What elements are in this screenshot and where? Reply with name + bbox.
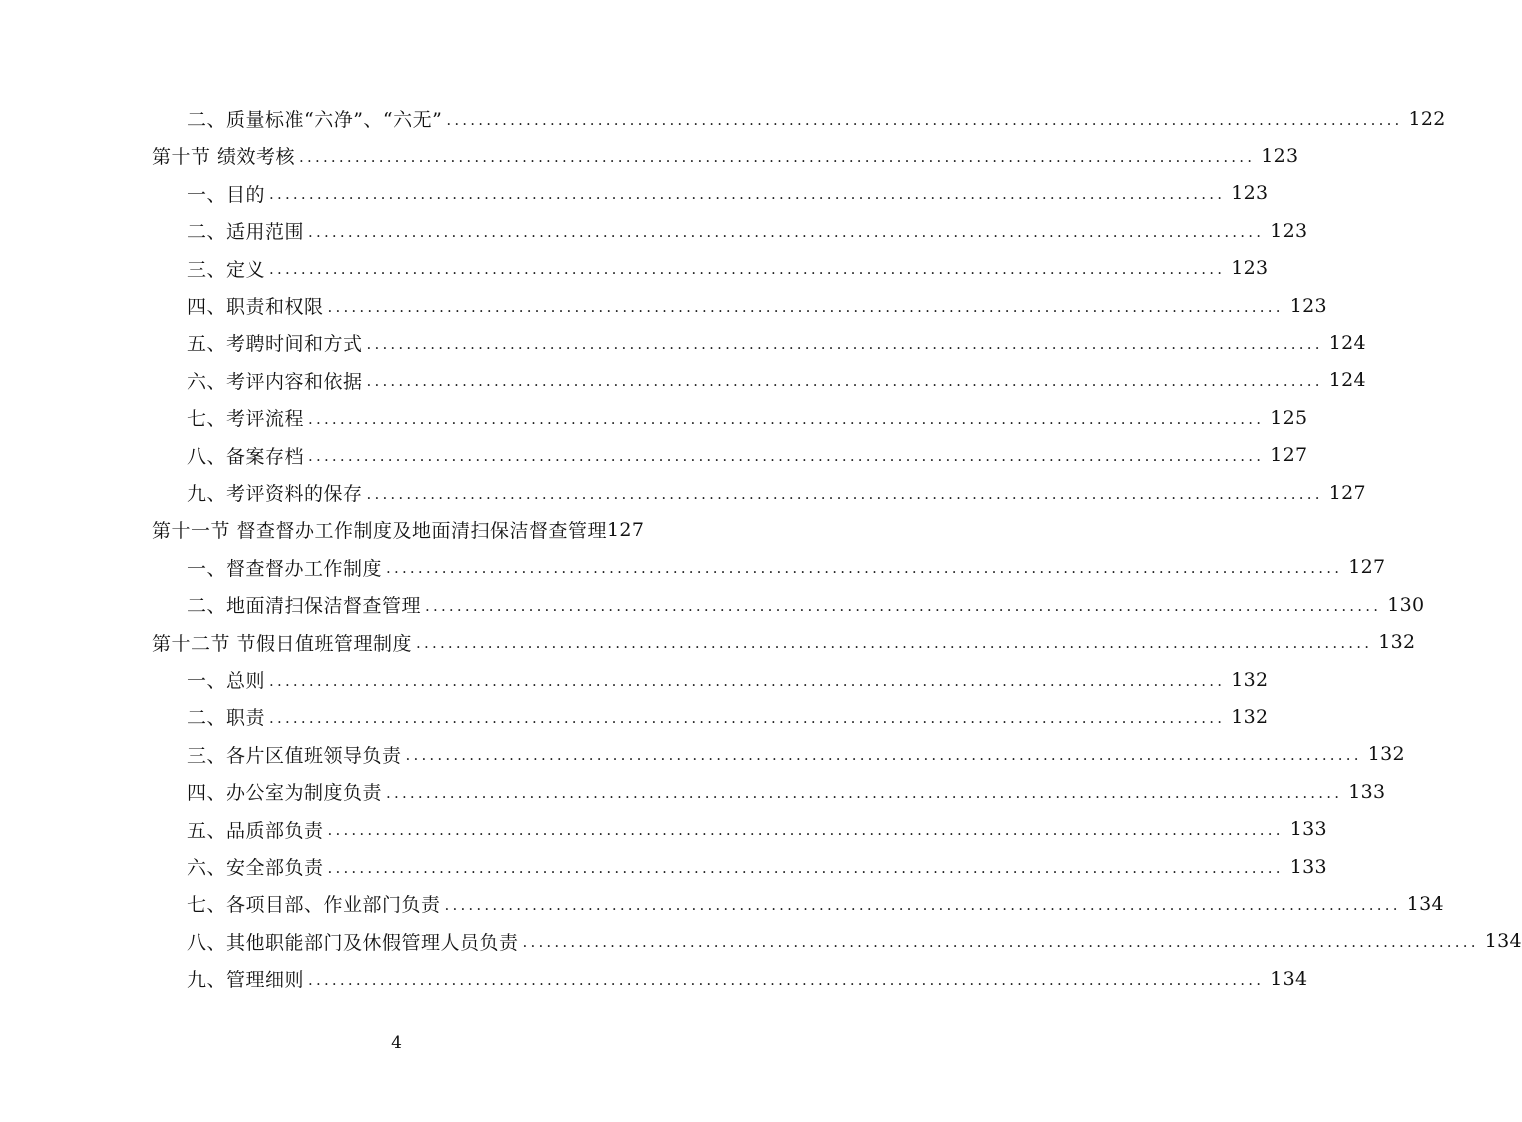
toc-dot-leader: ........................................................................................................................ [446,110,1403,129]
toc-entry-title: 九、管理细则 [187,969,305,992]
toc-section-entry[interactable] [152,137,1299,174]
toc-entry-title: 八、备案存档 [187,445,305,468]
toc-entry-title: 一、总则 [187,670,266,692]
toc-entry-page: 127 [1328,481,1366,504]
toc-dot-leader: ........................................................................................................................ [308,447,1265,466]
page-number: 4 [391,1033,402,1053]
toc-entry-title: 二、地面清扫保洁督查管理 [187,595,422,618]
toc-entry-page: 122 [1408,107,1446,130]
toc-entry-page: 132 [1231,668,1269,691]
toc-entry-title: 八、其他职能部门及休假管理人员负责 [187,931,519,954]
toc-entry-page: 123 [1270,219,1308,242]
toc-entry-page: 124 [1328,331,1366,354]
toc-dot-leader: ........................................................................................................................ [308,970,1265,989]
toc-item-entry[interactable] [187,661,1269,698]
toc-item-entry[interactable] [187,399,1308,436]
toc-dot-leader: ........................................................................................................................ [308,409,1265,428]
toc-dot-leader: ........................................................................................................................ [299,147,1256,166]
toc-item-entry[interactable] [187,212,1308,249]
toc-entry-page: 134 [1406,892,1444,915]
toc-dot-leader: ........................................................................................................................ [366,484,1323,503]
toc-dot-leader: ........................................................................................................................ [366,334,1323,353]
toc-entry-page: 134 [1270,967,1308,990]
toc-item-entry[interactable] [187,736,1405,773]
toc-entry-title: 二、适用范围 [187,221,305,244]
toc-entry-page: 132 [1367,743,1405,766]
toc-entry-page: 133 [1348,780,1386,803]
toc-entry-title: 九、考评资料的保存 [187,483,363,505]
toc-entry-title: 六、考评内容和依据 [187,370,363,393]
toc-entry-page: 123 [1231,182,1269,205]
toc-dot-leader: ........................................................................................................................ [405,746,1362,765]
toc-item-entry[interactable] [187,549,1386,586]
toc-entry-title: 三、定义 [187,258,266,281]
toc-entry-page: 133 [1289,818,1327,841]
toc-item-entry[interactable] [187,586,1425,623]
toc-item-entry[interactable] [187,960,1308,997]
toc-item-entry[interactable] [187,923,1522,960]
toc-entry-title: 七、考评流程 [187,408,305,431]
toc-item-entry[interactable] [187,848,1327,885]
toc-entry-title: 四、职责和权限 [187,296,324,318]
toc-entry-title: 六、安全部负责 [187,857,324,879]
toc-item-entry[interactable] [187,250,1269,287]
toc-item-entry[interactable] [187,100,1446,137]
toc-item-entry[interactable] [187,811,1327,848]
toc-entry-title: 五、品质部负责 [187,819,324,842]
toc-entry-page: 130 [1387,593,1425,616]
toc-item-entry[interactable] [187,362,1366,399]
toc-entry-title: 第十一节 督查督办工作制度及地面清扫保洁督查管理 [152,520,608,543]
toc-entry-title: 二、质量标准“六净”、“六无” [187,109,443,131]
toc-dot-leader: ........................................................................................................................ [522,933,1479,952]
toc-item-entry[interactable] [187,698,1269,735]
toc-dot-leader: ........................................................................................................................ [386,559,1343,578]
toc-entry-title: 一、督查督办工作制度 [187,557,383,580]
toc-dot-leader: ........................................................................................................................ [416,634,1373,653]
toc-entry-page: 127 [1270,444,1308,467]
toc-entry-page: 127 [1348,556,1386,579]
toc-dot-leader: ........................................................................................................................ [327,858,1284,877]
toc-dot-leader: ........................................................................................................................ [269,185,1226,204]
toc-entry-title: 五、考聘时间和方式 [187,333,363,356]
toc-dot-leader: ........................................................................................................................ [425,596,1382,615]
toc-dot-leader: ........................................................................................................................ [327,297,1284,316]
toc-entry-title: 四、办公室为制度负责 [187,782,383,805]
toc-dot-leader: ........................................................................................................................ [269,260,1226,279]
toc-entry-title: 第十节 绩效考核 [152,146,296,169]
toc-item-entry[interactable] [187,885,1444,922]
toc-section-entry[interactable] [152,511,676,548]
toc-entry-page: 123 [1289,294,1327,317]
toc-entry-title: 二、职责 [187,707,266,730]
toc-entry-title: 一、目的 [187,183,266,206]
toc-entry-page: 127 [607,518,645,541]
toc-dot-leader: ........................................................................................................................ [386,783,1343,802]
toc-section-entry[interactable] [152,624,1416,661]
toc-entry-title: 七、各项目部、作业部门负责 [187,894,441,917]
toc-dot-leader: ........................................................................................................................ [366,372,1323,391]
toc-dot-leader: ........................................................................................................................ [308,222,1265,241]
toc-dot-leader: ........................................................................................................................ [444,895,1401,914]
toc-entry-page: 132 [1231,705,1269,728]
toc-entry-title: 三、各片区值班领导负责 [187,744,402,767]
toc-entry-page: 133 [1289,855,1327,878]
toc-item-entry[interactable] [187,175,1269,212]
toc-entry-page: 124 [1328,369,1366,392]
toc-entry-title: 第十二节 节假日值班管理制度 [152,632,413,655]
toc-item-entry[interactable] [187,287,1327,324]
toc-entry-page: 123 [1261,144,1299,167]
toc-item-entry[interactable] [187,474,1366,511]
toc-dot-leader: ........................................................................................................................ [269,671,1226,690]
toc-item-entry[interactable] [187,437,1308,474]
toc-entry-page: 134 [1484,930,1522,953]
toc-entry-page: 123 [1231,257,1269,280]
toc-dot-leader: ........................................................................................................................ [327,821,1284,840]
toc-item-entry[interactable] [187,773,1386,810]
toc-entry-page: 132 [1378,631,1416,654]
toc-entry-page: 125 [1270,406,1308,429]
toc-item-entry[interactable] [187,324,1366,361]
toc-dot-leader: ........................................................................................................................ [269,708,1226,727]
